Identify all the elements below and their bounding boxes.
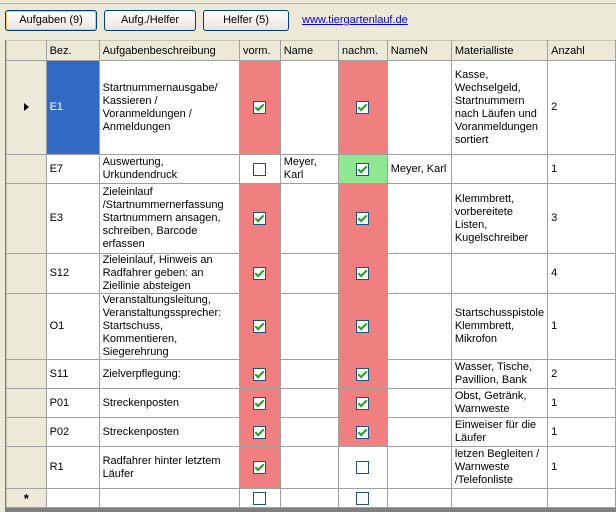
nachm-cell[interactable] bbox=[338, 418, 387, 447]
vorm-checkbox[interactable] bbox=[253, 397, 266, 410]
bez-cell[interactable]: E3 bbox=[46, 184, 99, 254]
new-row-cell[interactable] bbox=[240, 489, 281, 508]
vorm-cell[interactable] bbox=[240, 389, 281, 418]
bez-cell[interactable]: P01 bbox=[46, 389, 99, 418]
name-cell[interactable]: Meyer, Karl bbox=[280, 155, 338, 184]
name-cell[interactable] bbox=[280, 184, 338, 254]
name-n-cell[interactable] bbox=[387, 61, 451, 155]
row-header[interactable] bbox=[7, 61, 47, 155]
name-n-cell[interactable] bbox=[387, 360, 451, 389]
row-header[interactable] bbox=[7, 294, 47, 360]
nachm-checkbox[interactable] bbox=[356, 320, 369, 333]
anzahl-cell[interactable]: 2 bbox=[548, 360, 616, 389]
new-row-icon: * bbox=[23, 490, 29, 506]
nachm-checkbox[interactable] bbox=[356, 267, 369, 280]
table-row[interactable] bbox=[7, 184, 616, 254]
bez-cell[interactable]: S12 bbox=[46, 254, 99, 294]
vorm-cell[interactable] bbox=[240, 294, 281, 360]
row-header[interactable] bbox=[7, 447, 47, 489]
nachm-cell[interactable] bbox=[338, 254, 387, 294]
beschreibung-cell[interactable]: Streckenposten bbox=[99, 418, 239, 447]
new-row-cell[interactable] bbox=[99, 489, 239, 508]
aufgaben-grid[interactable] bbox=[5, 40, 616, 512]
nachm-cell[interactable] bbox=[338, 184, 387, 254]
nachm-checkbox[interactable] bbox=[356, 101, 369, 114]
row-header[interactable] bbox=[7, 254, 47, 294]
bez-cell[interactable]: P02 bbox=[46, 418, 99, 447]
name-cell[interactable] bbox=[280, 447, 338, 489]
new-row[interactable] bbox=[7, 489, 616, 508]
bez-cell[interactable]: O1 bbox=[46, 294, 99, 360]
row-header[interactable] bbox=[7, 155, 47, 184]
anzahl-cell[interactable]: 1 bbox=[548, 389, 616, 418]
anzahl-cell[interactable]: 1 bbox=[548, 294, 616, 360]
current-row-arrow-icon bbox=[24, 103, 29, 111]
beschreibung-cell[interactable]: Zieleinlauf /Startnummernerfassung Startnummern ansagen, schreiben, Barcode erfassen bbox=[99, 184, 239, 254]
name-cell[interactable] bbox=[280, 389, 338, 418]
new-row-cell[interactable] bbox=[387, 489, 451, 508]
vorm-cell[interactable] bbox=[240, 418, 281, 447]
vorm-checkbox[interactable] bbox=[253, 267, 266, 280]
column-header-name[interactable]: Name bbox=[280, 41, 338, 61]
new-row-cell[interactable] bbox=[46, 489, 99, 508]
nachm-checkbox[interactable] bbox=[356, 426, 369, 439]
new-row-header[interactable] bbox=[7, 489, 47, 508]
materialliste-cell[interactable]: Kasse, Wechselgeld, Startnummern nach Läufen und Voranmeldungen sortiert bbox=[451, 61, 547, 155]
aufg-helfer-button[interactable]: Aufg./Helfer bbox=[104, 10, 196, 31]
beschreibung-cell[interactable]: Zieleinlauf, Hinweis an Radfahrer geben: an Ziellinie absteigen bbox=[99, 254, 239, 294]
beschreibung-cell[interactable]: Startnummernausgabe/ Kassieren / Voranmeldungen / Anmeldungen bbox=[99, 61, 239, 155]
nachm-cell[interactable] bbox=[338, 294, 387, 360]
name-cell[interactable] bbox=[280, 254, 338, 294]
vorm-checkbox[interactable] bbox=[253, 212, 266, 225]
aufgaben-button[interactable]: Aufgaben (9) bbox=[5, 10, 97, 31]
table-row[interactable] bbox=[7, 389, 616, 418]
new-row-checkbox[interactable] bbox=[356, 492, 369, 505]
vorm-checkbox[interactable] bbox=[253, 368, 266, 381]
toolbar bbox=[0, 0, 616, 38]
table-row[interactable] bbox=[7, 294, 616, 360]
nachm-cell[interactable] bbox=[338, 61, 387, 155]
vorm-checkbox[interactable] bbox=[253, 101, 266, 114]
vorm-cell[interactable] bbox=[240, 447, 281, 489]
name-cell[interactable] bbox=[280, 360, 338, 389]
new-row-cell[interactable] bbox=[451, 489, 547, 508]
anzahl-cell[interactable]: 4 bbox=[548, 254, 616, 294]
name-cell[interactable] bbox=[280, 294, 338, 360]
materialliste-cell[interactable]: Klemmbrett, vorbereitete Listen, Kugelschreiber bbox=[451, 184, 547, 254]
column-header-materialliste[interactable]: Materialliste bbox=[451, 41, 547, 61]
name-n-cell[interactable] bbox=[387, 254, 451, 294]
column-header-aufgabenbeschreibung[interactable]: Aufgabenbeschreibung bbox=[99, 41, 239, 61]
nachm-checkbox[interactable] bbox=[356, 397, 369, 410]
vorm-cell[interactable] bbox=[240, 61, 281, 155]
materialliste-cell[interactable]: Wasser, Tische, Pavillion, Bank bbox=[451, 360, 547, 389]
materialliste-cell[interactable]: Startschusspistole Klemmbrett, Mikrofon bbox=[451, 294, 547, 360]
column-header-nachm[interactable]: nachm. bbox=[338, 41, 387, 61]
anzahl-cell[interactable]: 1 bbox=[548, 447, 616, 489]
website-link[interactable]: www.tiergartenlauf.de bbox=[302, 14, 408, 26]
nachm-cell[interactable] bbox=[338, 447, 387, 489]
anzahl-cell[interactable]: 2 bbox=[548, 61, 616, 155]
nachm-cell[interactable] bbox=[338, 389, 387, 418]
new-row-checkbox[interactable] bbox=[253, 492, 266, 505]
bez-cell[interactable]: R1 bbox=[46, 447, 99, 489]
name-n-cell[interactable] bbox=[387, 418, 451, 447]
row-header[interactable] bbox=[7, 184, 47, 254]
column-header-namen[interactable]: NameN bbox=[387, 41, 451, 61]
name-n-cell[interactable] bbox=[387, 294, 451, 360]
helfer-button[interactable]: Helfer (5) bbox=[203, 10, 289, 31]
beschreibung-cell[interactable]: Veranstaltungsleitung, Veranstaltungssprecher: Startschuss, Kommentieren, Siegerehrung bbox=[99, 294, 239, 360]
anzahl-cell[interactable]: 3 bbox=[548, 184, 616, 254]
table-row[interactable] bbox=[7, 254, 616, 294]
nachm-checkbox[interactable] bbox=[356, 368, 369, 381]
materialliste-cell[interactable]: letzen Begleiten / Warnweste /Telefonliste bbox=[451, 447, 547, 489]
materialliste-cell[interactable]: Obst, Getränk, Warnweste bbox=[451, 389, 547, 418]
beschreibung-cell[interactable]: Radfahrer hinter letztem Läufer bbox=[99, 447, 239, 489]
vorm-cell[interactable] bbox=[240, 254, 281, 294]
vorm-checkbox[interactable] bbox=[253, 461, 266, 474]
aufgaben-table bbox=[6, 40, 616, 508]
materialliste-cell[interactable] bbox=[451, 254, 547, 294]
materialliste-cell[interactable]: Einweiser für die Läufer bbox=[451, 418, 547, 447]
vorm-cell[interactable] bbox=[240, 155, 281, 184]
anzahl-cell[interactable]: 1 bbox=[548, 418, 616, 447]
column-header-anzahl[interactable]: Anzahl bbox=[548, 41, 616, 61]
nachm-cell[interactable] bbox=[338, 155, 387, 184]
beschreibung-cell[interactable]: Zielverpflegung: bbox=[99, 360, 239, 389]
row-header-corner bbox=[7, 41, 47, 61]
name-n-cell[interactable] bbox=[387, 389, 451, 418]
vorm-checkbox[interactable] bbox=[253, 163, 266, 176]
nachm-checkbox[interactable] bbox=[356, 461, 369, 474]
row-header[interactable] bbox=[7, 418, 47, 447]
table-row[interactable] bbox=[7, 418, 616, 447]
bez-cell[interactable]: E7 bbox=[46, 155, 99, 184]
new-row-cell[interactable] bbox=[280, 489, 338, 508]
anzahl-cell[interactable]: 1 bbox=[548, 155, 616, 184]
table-row[interactable] bbox=[7, 155, 616, 184]
nachm-checkbox[interactable] bbox=[356, 212, 369, 225]
nachm-cell[interactable] bbox=[338, 360, 387, 389]
toolbar-divider bbox=[0, 3, 616, 4]
name-n-cell[interactable]: Meyer, Karl bbox=[387, 155, 451, 184]
new-row-cell[interactable] bbox=[338, 489, 387, 508]
vorm-cell[interactable] bbox=[240, 184, 281, 254]
column-header-bez[interactable]: Bez. bbox=[46, 41, 99, 61]
name-cell[interactable] bbox=[280, 61, 338, 155]
new-row-cell[interactable] bbox=[548, 489, 616, 508]
name-n-cell[interactable] bbox=[387, 447, 451, 489]
row-header[interactable] bbox=[7, 360, 47, 389]
bez-cell[interactable]: E1 bbox=[46, 61, 99, 155]
beschreibung-cell[interactable]: Auswertung, Urkundendruck bbox=[99, 155, 239, 184]
column-header-vorm[interactable]: vorm. bbox=[240, 41, 281, 61]
vorm-cell[interactable] bbox=[240, 360, 281, 389]
name-cell[interactable] bbox=[280, 418, 338, 447]
table-row[interactable] bbox=[7, 447, 616, 489]
row-header[interactable] bbox=[7, 389, 47, 418]
beschreibung-cell[interactable]: Streckenposten bbox=[99, 389, 239, 418]
vorm-checkbox[interactable] bbox=[253, 320, 266, 333]
nachm-checkbox[interactable] bbox=[356, 163, 369, 176]
table-row[interactable] bbox=[7, 61, 616, 155]
name-n-cell[interactable] bbox=[387, 184, 451, 254]
vorm-checkbox[interactable] bbox=[253, 426, 266, 439]
header-row bbox=[7, 41, 616, 61]
bez-cell[interactable]: S11 bbox=[46, 360, 99, 389]
table-row[interactable] bbox=[7, 360, 616, 389]
materialliste-cell[interactable] bbox=[451, 155, 547, 184]
